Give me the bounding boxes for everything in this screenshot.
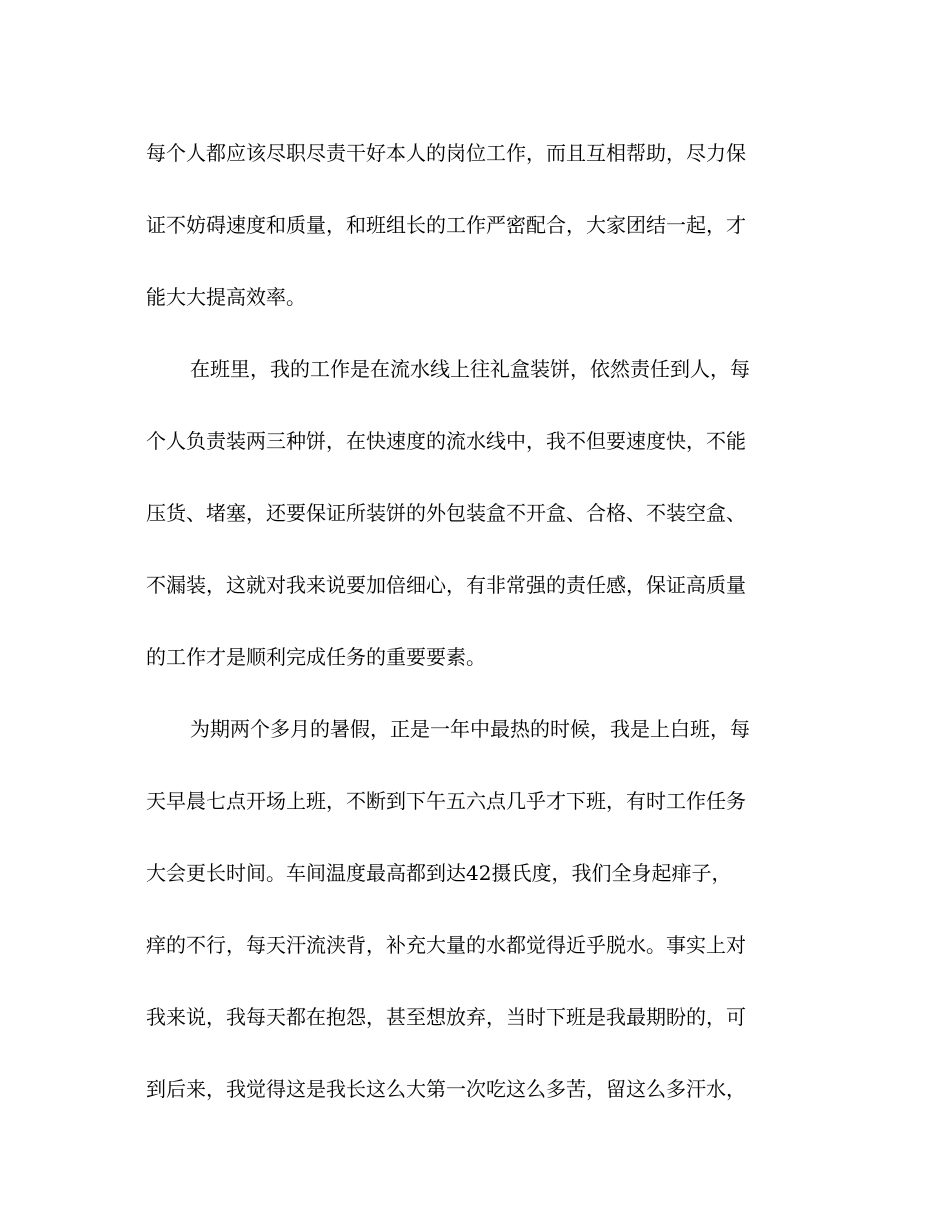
text-line: 不漏装，这就对我来说要加倍细心，有非常强的责任感，保证高质量 [146,573,746,597]
text-line: 大会更长时间。车间温度最高都到达42摄氏度，我们全身起痱子， [146,861,732,885]
text-line: 到后来，我觉得这是我长这么大第一次吃这么多苦，留这么多汗水， [146,1077,746,1101]
text-line: 证不妨碍速度和质量，和班组长的工作严密配合，大家团结一起，才 [146,213,746,237]
text-line: 每个人都应该尽职尽责干好本人的岗位工作，而且互相帮助，尽力保 [146,141,746,165]
text-line: 为期两个多月的暑假，正是一年中最热的时候，我是上白班，每 [190,717,750,741]
text-line: 的工作才是顺利完成任务的重要要素。 [146,645,486,669]
paragraph-2 [146,333,806,693]
paragraph-3 [146,693,806,1125]
text-line: 能大大提高效率。 [146,285,306,309]
text-line: 痒的不行，每天汗流浃背，补充大量的水都觉得近乎脱水。事实上对 [146,933,746,957]
body-text [146,117,806,1125]
text-line: 天早晨七点开场上班，不断到下午五六点几乎才下班，有时工作任务 [146,789,746,813]
text-line: 压货、堵塞，还要保证所装饼的外包装盒不开盒、合格、不装空盒、 [146,501,746,525]
text-line: 个人负责装两三种饼，在快速度的流水线中，我不但要速度快，不能 [146,429,746,453]
text-line: 我来说，我每天都在抱怨，甚至想放弃，当时下班是我最期盼的，可 [146,1005,746,1029]
paragraph-1 [146,117,806,333]
text-line: 在班里，我的工作是在流水线上往礼盒装饼，依然责任到人，每 [190,357,750,381]
